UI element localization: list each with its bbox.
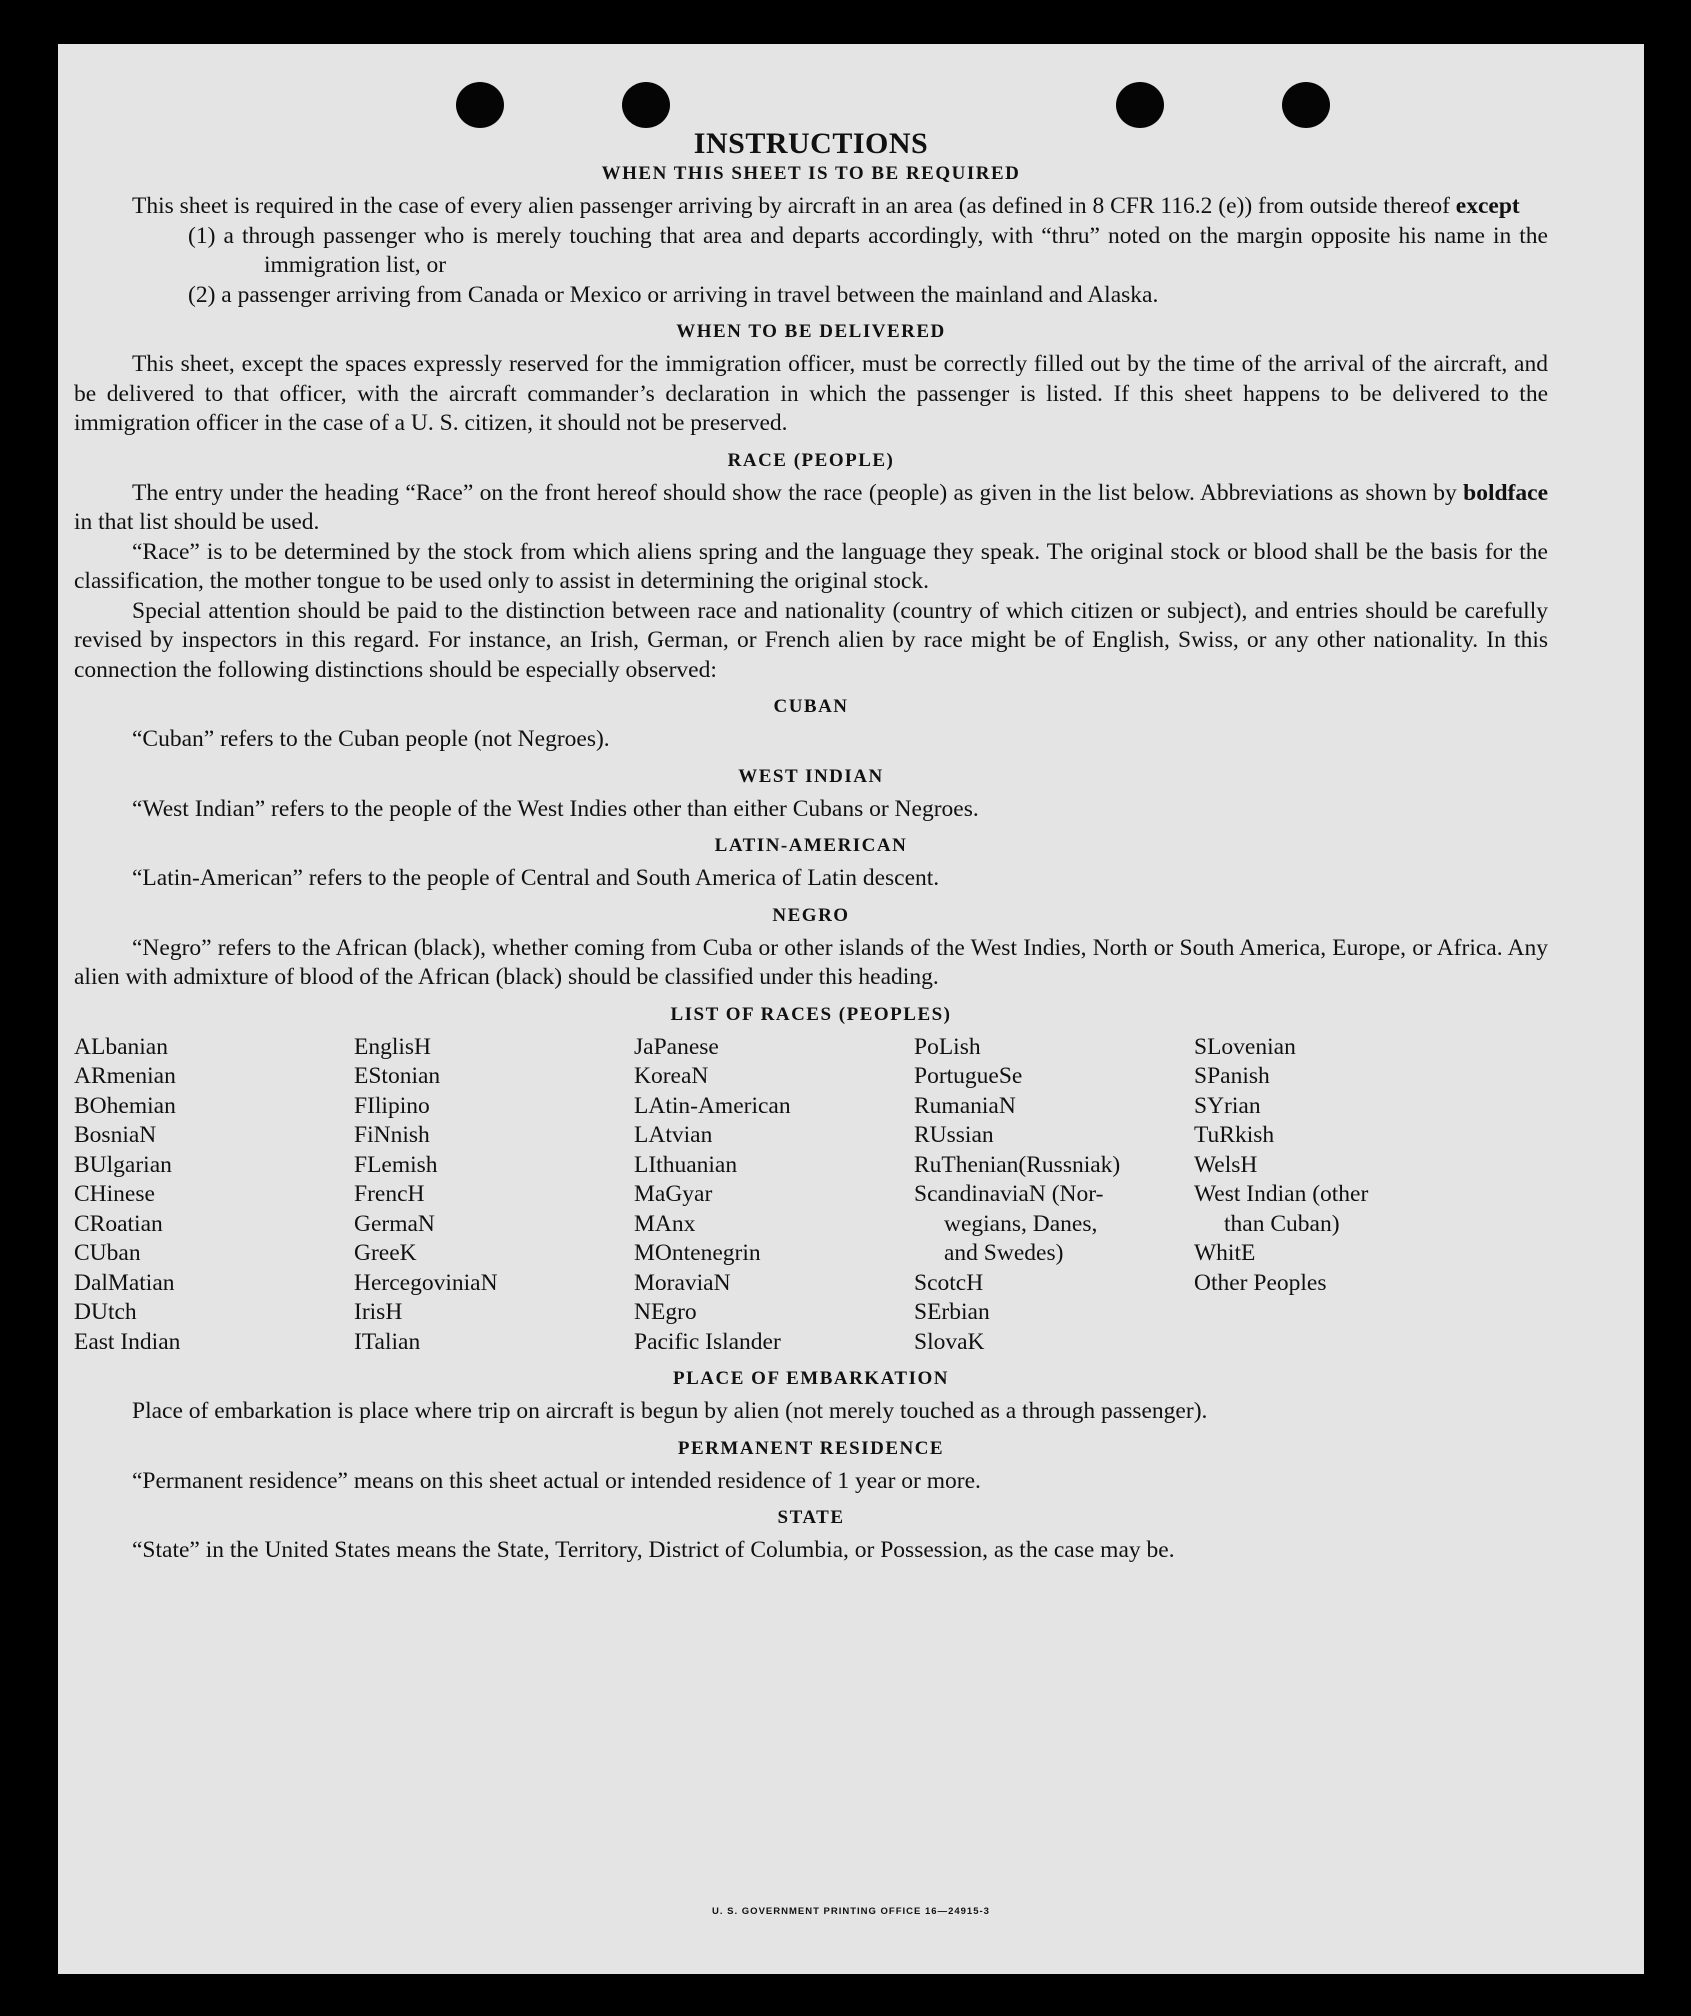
race-entry: TuRkish: [1194, 1122, 1275, 1148]
race-entry: FIlipino: [354, 1092, 430, 1119]
race-entry: SYrian: [1194, 1092, 1261, 1119]
race-entry: KoreaN: [634, 1063, 709, 1089]
required-item-2: (2) a passenger arriving from Canada or Mexico or arriving in travel between the mainland and Alaska.: [188, 281, 1159, 308]
race-entry-continuation: wegians, Danes,: [944, 1210, 1098, 1237]
races-column-4: [914, 1033, 1194, 1358]
race-entry: MaGyar: [634, 1181, 713, 1207]
race-entry: RumaniaN: [914, 1092, 1016, 1119]
latin-american-text: “Latin-American” refers to the people of Central and South America of Latin descent.: [132, 865, 940, 891]
race-entry: IrisH: [354, 1299, 403, 1325]
race-entry-continuation: than Cuban): [1224, 1210, 1340, 1237]
race-entry: BOhemian: [74, 1092, 176, 1119]
race-entry: West Indian (other: [1194, 1181, 1369, 1207]
printing-office-footer: U. S. GOVERNMENT PRINTING OFFICE 16—24915-3: [712, 1906, 990, 1917]
punch-hole: [1282, 82, 1330, 128]
required-intro-bold: except: [1455, 193, 1520, 219]
race-entry: JaPanese: [634, 1033, 719, 1060]
races-column-5: [1194, 1033, 1474, 1358]
race-entry: GermaN: [354, 1210, 435, 1237]
race-entry: ScandinaviaN (Nor-: [914, 1181, 1104, 1207]
section-heading-negro: NEGRO: [772, 904, 850, 926]
races-column-1: [74, 1033, 354, 1358]
race-entry: SLovenian: [1194, 1033, 1296, 1060]
race-entry: WelsH: [1194, 1151, 1258, 1178]
race-entry: FiNnish: [354, 1122, 430, 1148]
residence-text: “Permanent residence” means on this sheet actual or intended residence of 1 year or more.: [132, 1467, 981, 1494]
instructions-content: [74, 126, 1548, 1566]
section-heading-latin-american: LATIN-AMERICAN: [714, 835, 908, 856]
race-entry: PortugueSe: [914, 1063, 1023, 1089]
race-entry: GreeK: [354, 1240, 417, 1266]
section-heading-state: STATE: [777, 1507, 845, 1528]
race-entry: EStonian: [354, 1063, 441, 1089]
race-entry-continuation: and Swedes): [944, 1240, 1064, 1266]
cuban-text: “Cuban” refers to the Cuban people (not Negroes).: [132, 726, 610, 752]
race-entry: ITalian: [354, 1328, 421, 1355]
state-text: “State” in the United States means the State, Territory, District of Columbia, or Possession, as the case may be.: [132, 1537, 1175, 1563]
race-entry: MOntenegrin: [634, 1240, 761, 1266]
race-boldface-word: boldface: [1463, 479, 1548, 506]
race-entry: CUban: [74, 1240, 141, 1266]
section-heading-residence: PERMANENT RESIDENCE: [677, 1437, 945, 1459]
race-entry: SlovaK: [914, 1328, 985, 1355]
race-entry: EnglisH: [354, 1033, 432, 1060]
race-entry: SPanish: [1194, 1063, 1270, 1089]
section-heading-required: WHEN THIS SHEET IS TO BE REQUIRED: [601, 163, 1021, 184]
race-entry: BosniaN: [74, 1122, 157, 1148]
race-entry: RUssian: [914, 1122, 994, 1148]
required-intro: This sheet is required in the case of every alien passenger arriving by aircraft in an area (as defined in 8 CFR 116.2 (e)) from outside thereof except: [132, 193, 1520, 219]
section-heading-cuban: CUBAN: [773, 696, 849, 717]
race-entry: NEgro: [634, 1299, 697, 1325]
race-entry: ARmenian: [74, 1063, 176, 1089]
document-sheet: [58, 44, 1644, 1974]
punch-hole: [456, 82, 504, 128]
race-entry: BUlgarian: [74, 1151, 172, 1178]
punch-hole: [1116, 82, 1164, 128]
race-entry: PoLish: [914, 1033, 981, 1060]
race-entry: RuThenian(Russniak): [914, 1151, 1121, 1178]
embarkation-text: Place of embarkation is place where trip on aircraft is begun by alien (not merely touched as a through passenger).: [132, 1398, 1208, 1424]
race-entry: MoraviaN: [634, 1269, 731, 1296]
race-entry: LIthuanian: [634, 1151, 738, 1178]
race-entry: HercegoviniaN: [354, 1269, 498, 1296]
section-heading-delivered: WHEN TO BE DELIVERED: [676, 321, 946, 342]
races-list: [74, 1033, 1548, 1358]
race-entry: Other Peoples: [1194, 1269, 1327, 1296]
race-entry: LAtvian: [634, 1122, 713, 1148]
race-entry: WhitE: [1194, 1240, 1256, 1266]
race-entry: FrencH: [354, 1181, 425, 1207]
race-paragraph-1: The entry under the heading “Race” on the front hereof should show the race (people) as given in the list below. Abbreviations as shown by boldface in that list should be used.: [74, 479, 1548, 535]
races-column-3: [634, 1033, 914, 1358]
page-title: INSTRUCTIONS: [693, 127, 929, 160]
section-heading-race: RACE (PEOPLE): [727, 449, 895, 471]
race-paragraph-2: “Race” is to be determined by the stock from which aliens spring and the language they speak. The original stock or blood shall be the basis for the classification, the mother tongue to be used only to assist in determining the original stock.: [74, 538, 1548, 594]
section-heading-west-indian: WEST INDIAN: [738, 765, 884, 787]
race-entry: ALbanian: [74, 1033, 168, 1060]
race-entry: DalMatian: [74, 1269, 175, 1296]
race-entry: East Indian: [74, 1328, 181, 1355]
required-item-1: (1) a through passenger who is merely touching that area and departs accordingly, with “thru” noted on the margin opposite his name in the immigration list, or: [188, 222, 1548, 278]
race-paragraph-3: Special attention should be paid to the distinction between race and nationality (country of which citizen or subject), and entries should be carefully revised by inspectors in this regard. For instance, an Irish, German, or French alien by race might be of English, Swiss, or any other nationality. In this connection the following distinctions should be especially observed:: [74, 597, 1548, 683]
race-entry: ScotcH: [914, 1269, 984, 1296]
section-heading-races-list: LIST OF RACES (PEOPLES): [670, 1003, 952, 1025]
punch-hole: [622, 82, 670, 128]
race-entry: LAtin-American: [634, 1092, 791, 1119]
section-heading-embarkation: PLACE OF EMBARKATION: [673, 1368, 949, 1389]
race-entry: DUtch: [74, 1299, 137, 1325]
race-entry: CRoatian: [74, 1210, 163, 1237]
races-column-2: [354, 1033, 634, 1358]
race-entry: Pacific Islander: [634, 1328, 781, 1355]
race-entry: FLemish: [354, 1151, 438, 1178]
negro-text: “Negro” refers to the African (black), whether coming from Cuba or other islands of the West Indies, North or South America, Europe, or Africa. Any alien with admixture of blood of the African (black) should be classified under this heading.: [74, 934, 1548, 990]
west-indian-text: “West Indian” refers to the people of the West Indies other than either Cubans or Negroes.: [132, 795, 979, 822]
race-entry: CHinese: [74, 1181, 155, 1207]
race-entry: MAnx: [634, 1210, 696, 1237]
race-entry: SErbian: [914, 1299, 990, 1325]
delivered-text: This sheet, except the spaces expressly reserved for the immigration officer, must be correctly filled out by the time of the arrival of the aircraft, and be delivered to that officer, with the aircraft commander’s declaration in which the passenger is listed. If this sheet happens to be delivered to the immigration officer in the case of a U. S. citizen, it should not be preserved.: [74, 351, 1548, 436]
